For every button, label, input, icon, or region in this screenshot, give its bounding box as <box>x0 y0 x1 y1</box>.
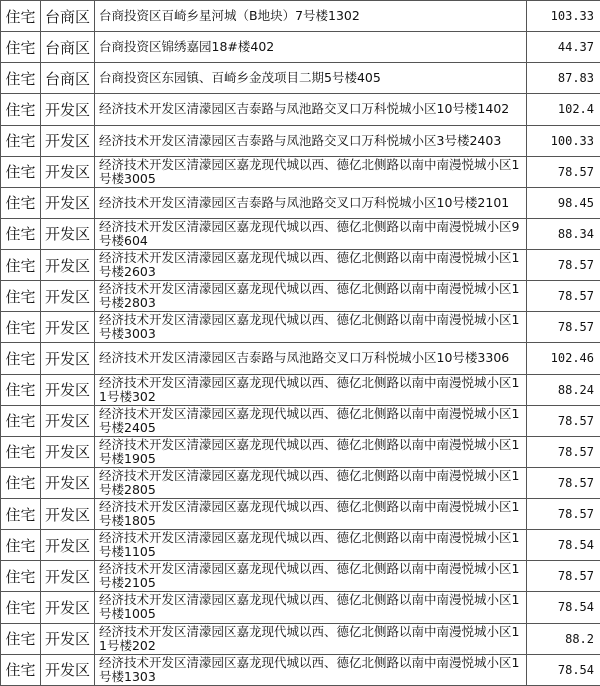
area-cell: 102.46 <box>527 343 600 374</box>
property-type-cell: 住宅 <box>1 218 41 249</box>
address-cell: 经济技术开发区清濛园区吉泰路与凤池路交叉口万科悦城小区10号楼1402 <box>95 94 527 125</box>
area-cell: 88.2 <box>527 623 600 654</box>
property-type-cell: 住宅 <box>1 623 41 654</box>
table-row <box>1 1 600 32</box>
district-cell: 台商区 <box>41 1 95 32</box>
area-cell: 78.57 <box>527 405 600 436</box>
property-table-body <box>1 1 600 686</box>
area-cell: 102.4 <box>527 94 600 125</box>
property-type-cell: 住宅 <box>1 467 41 498</box>
area-cell: 100.33 <box>527 125 600 156</box>
table-row <box>1 405 600 436</box>
property-type-cell: 住宅 <box>1 63 41 94</box>
area-cell: 78.54 <box>527 654 600 685</box>
table-row <box>1 654 600 685</box>
address-cell: 台商投资区东园镇、百崎乡金茂项目二期5号楼405 <box>95 63 527 94</box>
district-cell: 开发区 <box>41 592 95 623</box>
area-cell: 88.24 <box>527 374 600 405</box>
district-cell: 开发区 <box>41 343 95 374</box>
table-row <box>1 156 600 187</box>
district-cell: 开发区 <box>41 312 95 343</box>
area-cell: 78.54 <box>527 530 600 561</box>
table-row <box>1 436 600 467</box>
district-cell: 开发区 <box>41 281 95 312</box>
district-cell: 开发区 <box>41 94 95 125</box>
district-cell: 台商区 <box>41 63 95 94</box>
address-cell: 台商投资区锦绣嘉园18#楼402 <box>95 32 527 63</box>
property-type-cell: 住宅 <box>1 125 41 156</box>
address-cell: 经济技术开发区清濛园区嘉龙现代城以西、德亿北侧路以南中南漫悦城小区1号楼2105 <box>95 561 527 592</box>
property-type-cell: 住宅 <box>1 343 41 374</box>
address-cell: 经济技术开发区清濛园区嘉龙现代城以西、德亿北侧路以南中南漫悦城小区1号楼3003 <box>95 312 527 343</box>
table-row <box>1 592 600 623</box>
district-cell: 开发区 <box>41 467 95 498</box>
table-row <box>1 343 600 374</box>
district-cell: 开发区 <box>41 530 95 561</box>
address-cell: 经济技术开发区清濛园区嘉龙现代城以西、德亿北侧路以南中南漫悦城小区1号楼2405 <box>95 405 527 436</box>
area-cell: 87.83 <box>527 63 600 94</box>
area-cell: 78.57 <box>527 281 600 312</box>
address-cell: 经济技术开发区清濛园区嘉龙现代城以西、德亿北侧路以南中南漫悦城小区11号楼302 <box>95 374 527 405</box>
district-cell: 开发区 <box>41 561 95 592</box>
property-type-cell: 住宅 <box>1 436 41 467</box>
area-cell: 78.57 <box>527 312 600 343</box>
table-row <box>1 250 600 281</box>
district-cell: 开发区 <box>41 125 95 156</box>
district-cell: 开发区 <box>41 156 95 187</box>
table-row <box>1 623 600 654</box>
district-cell: 开发区 <box>41 499 95 530</box>
address-cell: 经济技术开发区清濛园区嘉龙现代城以西、德亿北侧路以南中南漫悦城小区1号楼1303 <box>95 654 527 685</box>
property-type-cell: 住宅 <box>1 499 41 530</box>
table-row <box>1 281 600 312</box>
address-cell: 台商投资区百崎乡星河城（B地块）7号楼1302 <box>95 1 527 32</box>
district-cell: 开发区 <box>41 436 95 467</box>
address-cell: 经济技术开发区清濛园区嘉龙现代城以西、德亿北侧路以南中南漫悦城小区1号楼2803 <box>95 281 527 312</box>
district-cell: 台商区 <box>41 32 95 63</box>
property-type-cell: 住宅 <box>1 32 41 63</box>
district-cell: 开发区 <box>41 623 95 654</box>
area-cell: 78.57 <box>527 561 600 592</box>
address-cell: 经济技术开发区清濛园区嘉龙现代城以西、德亿北侧路以南中南漫悦城小区9号楼604 <box>95 218 527 249</box>
property-type-cell: 住宅 <box>1 281 41 312</box>
table-row <box>1 187 600 218</box>
district-cell: 开发区 <box>41 374 95 405</box>
area-cell: 98.45 <box>527 187 600 218</box>
area-cell: 78.57 <box>527 250 600 281</box>
table-row <box>1 561 600 592</box>
address-cell: 经济技术开发区清濛园区嘉龙现代城以西、德亿北侧路以南中南漫悦城小区1号楼2805 <box>95 467 527 498</box>
property-type-cell: 住宅 <box>1 312 41 343</box>
table-row <box>1 125 600 156</box>
address-cell: 经济技术开发区清濛园区吉泰路与凤池路交叉口万科悦城小区3号楼2403 <box>95 125 527 156</box>
property-type-cell: 住宅 <box>1 592 41 623</box>
area-cell: 78.57 <box>527 467 600 498</box>
table-row <box>1 63 600 94</box>
district-cell: 开发区 <box>41 218 95 249</box>
address-cell: 经济技术开发区清濛园区嘉龙现代城以西、德亿北侧路以南中南漫悦城小区11号楼202 <box>95 623 527 654</box>
property-type-cell: 住宅 <box>1 94 41 125</box>
table-row <box>1 499 600 530</box>
address-cell: 经济技术开发区清濛园区嘉龙现代城以西、德亿北侧路以南中南漫悦城小区1号楼1105 <box>95 530 527 561</box>
district-cell: 开发区 <box>41 405 95 436</box>
property-type-cell: 住宅 <box>1 374 41 405</box>
area-cell: 44.37 <box>527 32 600 63</box>
address-cell: 经济技术开发区清濛园区吉泰路与凤池路交叉口万科悦城小区10号楼3306 <box>95 343 527 374</box>
table-row <box>1 94 600 125</box>
address-cell: 经济技术开发区清濛园区嘉龙现代城以西、德亿北侧路以南中南漫悦城小区1号楼1805 <box>95 499 527 530</box>
area-cell: 88.34 <box>527 218 600 249</box>
property-type-cell: 住宅 <box>1 250 41 281</box>
district-cell: 开发区 <box>41 654 95 685</box>
table-row <box>1 32 600 63</box>
property-type-cell: 住宅 <box>1 530 41 561</box>
property-type-cell: 住宅 <box>1 156 41 187</box>
area-cell: 78.57 <box>527 499 600 530</box>
address-cell: 经济技术开发区清濛园区嘉龙现代城以西、德亿北侧路以南中南漫悦城小区1号楼2603 <box>95 250 527 281</box>
address-cell: 经济技术开发区清濛园区嘉龙现代城以西、德亿北侧路以南中南漫悦城小区1号楼3005 <box>95 156 527 187</box>
address-cell: 经济技术开发区清濛园区嘉龙现代城以西、德亿北侧路以南中南漫悦城小区1号楼1005 <box>95 592 527 623</box>
property-type-cell: 住宅 <box>1 1 41 32</box>
property-type-cell: 住宅 <box>1 561 41 592</box>
address-cell: 经济技术开发区清濛园区吉泰路与凤池路交叉口万科悦城小区10号楼2101 <box>95 187 527 218</box>
area-cell: 78.54 <box>527 592 600 623</box>
address-cell: 经济技术开发区清濛园区嘉龙现代城以西、德亿北侧路以南中南漫悦城小区1号楼1905 <box>95 436 527 467</box>
property-type-cell: 住宅 <box>1 187 41 218</box>
table-row <box>1 218 600 249</box>
table-row <box>1 374 600 405</box>
district-cell: 开发区 <box>41 250 95 281</box>
area-cell: 103.33 <box>527 1 600 32</box>
area-cell: 78.57 <box>527 436 600 467</box>
table-row <box>1 312 600 343</box>
area-cell: 78.57 <box>527 156 600 187</box>
district-cell: 开发区 <box>41 187 95 218</box>
table-row <box>1 467 600 498</box>
property-type-cell: 住宅 <box>1 405 41 436</box>
property-type-cell: 住宅 <box>1 654 41 685</box>
table-row <box>1 530 600 561</box>
